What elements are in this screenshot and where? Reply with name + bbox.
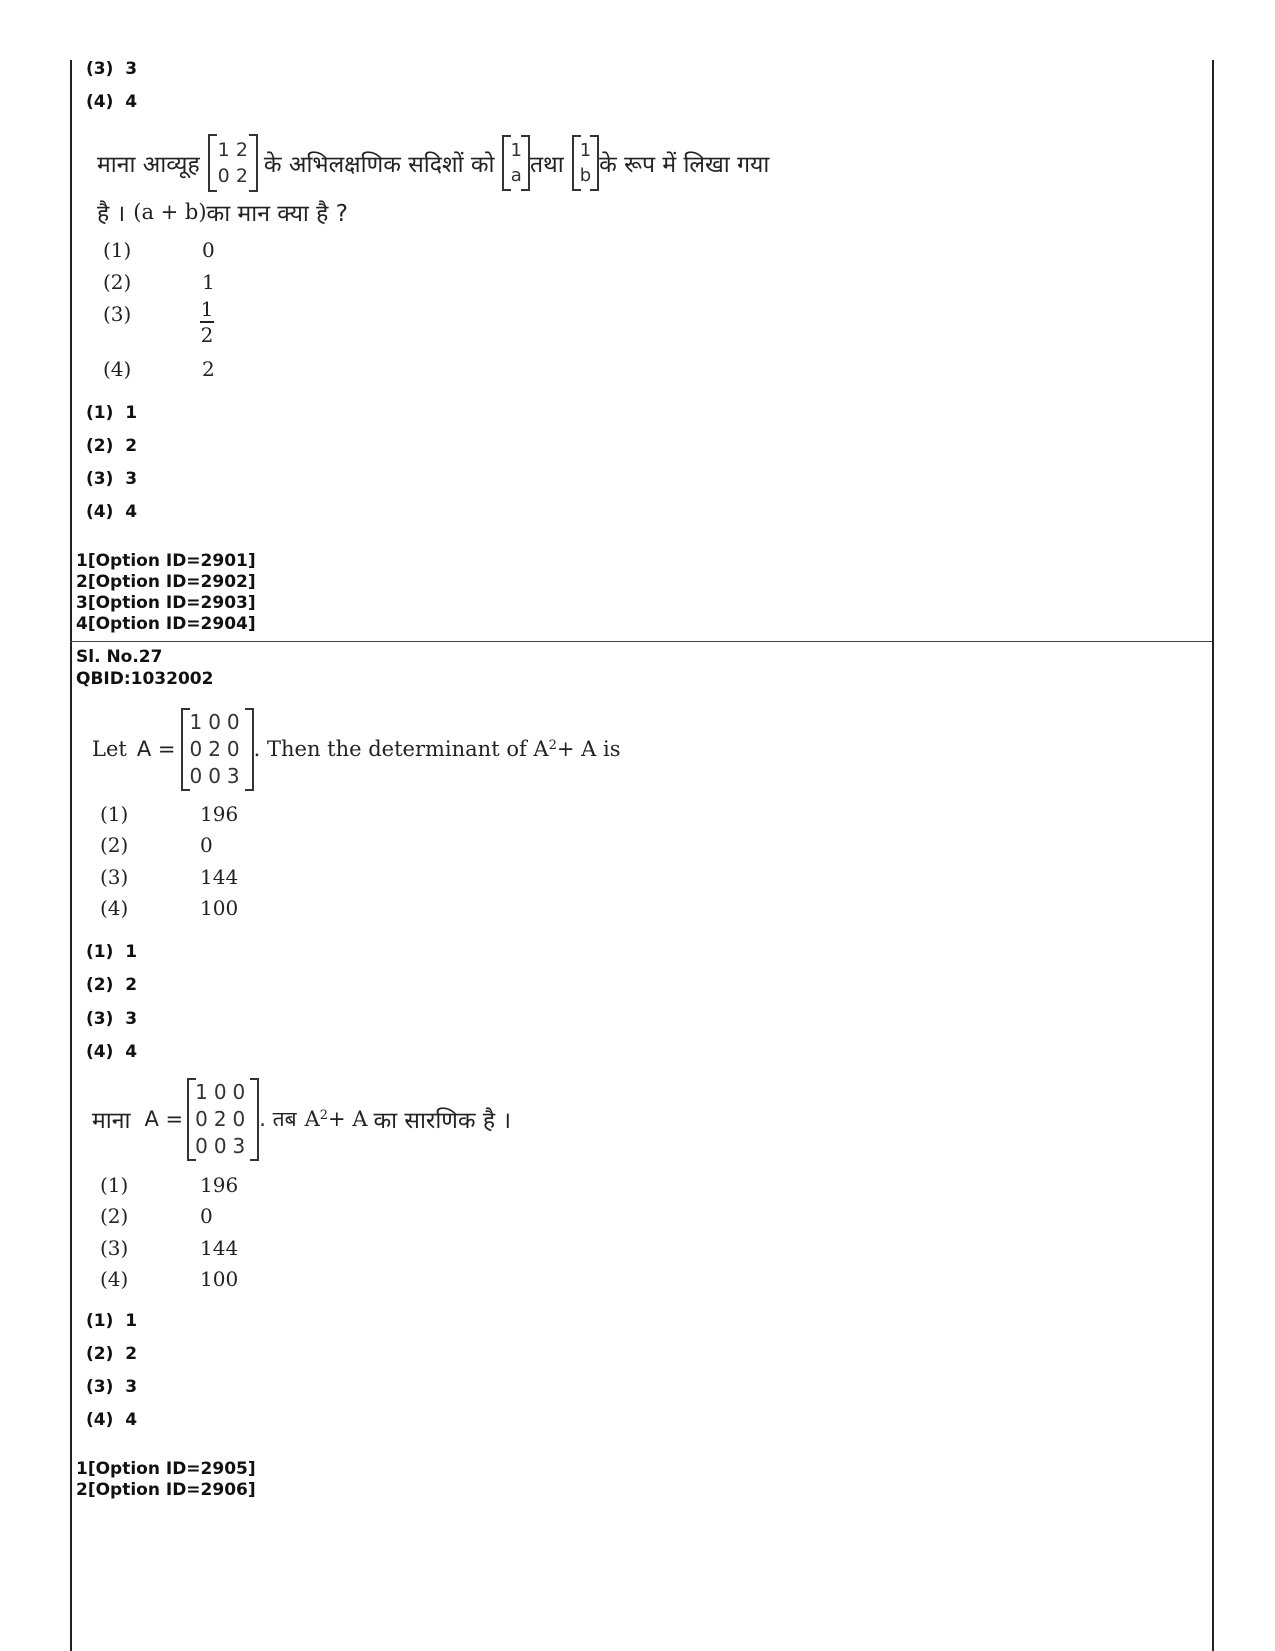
choice-value: 0 (200, 1204, 213, 1228)
option-row: (4) 4 (86, 1042, 138, 1062)
choice-value: 196 (200, 802, 239, 826)
choice-label: (4) (100, 1267, 129, 1291)
choice-value: 0 (200, 833, 213, 857)
choice-value: 0 (202, 238, 215, 262)
vector-1-b: 1 b (572, 135, 599, 191)
serial-number: Sl. No.27 (76, 647, 163, 667)
option-row: (3) 3 (86, 59, 138, 79)
choice-value: 144 (200, 865, 239, 889)
choice-value: 196 (200, 1173, 239, 1197)
option-row: (3) 3 (86, 1009, 138, 1029)
choice-label: (4) (100, 896, 129, 920)
option-row: (1) 1 (86, 403, 138, 423)
choice-label: (2) (100, 833, 129, 857)
question-hindi-line1: माना आव्यूह 1 2 0 2 के अभिलक्षणिक सदिशों को 1 a तथा 1 b के रूप में लिखा गया (97, 134, 769, 192)
choice-label: (3) (103, 302, 132, 326)
matrix-2x2: 1 2 0 2 (208, 134, 258, 192)
option-row: (4) 4 (86, 502, 138, 522)
question-hindi-line2: है । (a + b) का मान क्या है ? (97, 200, 348, 227)
question-hindi: माना A = 100 020 003 . तब A $^2$ + A का सारणिक है । (92, 1076, 511, 1162)
option-row: (2) 2 (86, 1344, 138, 1364)
vector-1-a: 1 a (502, 135, 529, 191)
choice-value-fraction: $\frac{1}{2}$ (200, 297, 214, 347)
matrix-3x3: 100 020 003 (187, 1078, 259, 1161)
option-id-list: 1[Option ID=2901] 2[Option ID=2902] 3[Option ID=2903] 4[Option ID=2904] (76, 551, 256, 634)
choice-label: (1) (103, 238, 132, 262)
choice-label: (3) (100, 865, 129, 889)
choice-value: 2 (202, 357, 215, 381)
question-english: Let A = 100 020 003 . Then the determinant of A $^2$ + A is (92, 706, 620, 792)
choice-label: (1) (100, 1173, 129, 1197)
option-row: (1) 1 (86, 1311, 138, 1331)
choice-value: 1 (202, 270, 215, 294)
choice-value: 100 (200, 896, 239, 920)
option-row: (3) 3 (86, 469, 138, 489)
option-row: (2) 2 (86, 436, 138, 456)
option-id-list: 1[Option ID=2905] 2[Option ID=2906] (76, 1459, 256, 1500)
choice-value: 144 (200, 1236, 239, 1260)
choice-label: (1) (100, 802, 129, 826)
option-row: (1) 1 (86, 942, 138, 962)
choice-label: (3) (100, 1236, 129, 1260)
page-frame (70, 60, 1214, 1651)
qbid: QBID:1032002 (76, 669, 214, 689)
option-row: (2) 2 (86, 975, 138, 995)
question-divider (70, 641, 1212, 642)
option-row: (3) 3 (86, 1377, 138, 1397)
option-row: (4) 4 (86, 1410, 138, 1430)
choice-label: (2) (100, 1204, 129, 1228)
choice-value: 100 (200, 1267, 239, 1291)
option-row: (4) 4 (86, 92, 138, 112)
choice-label: (4) (103, 357, 132, 381)
matrix-3x3: 100 020 003 (181, 708, 253, 791)
choice-label: (2) (103, 270, 132, 294)
question-header (76, 646, 213, 690)
